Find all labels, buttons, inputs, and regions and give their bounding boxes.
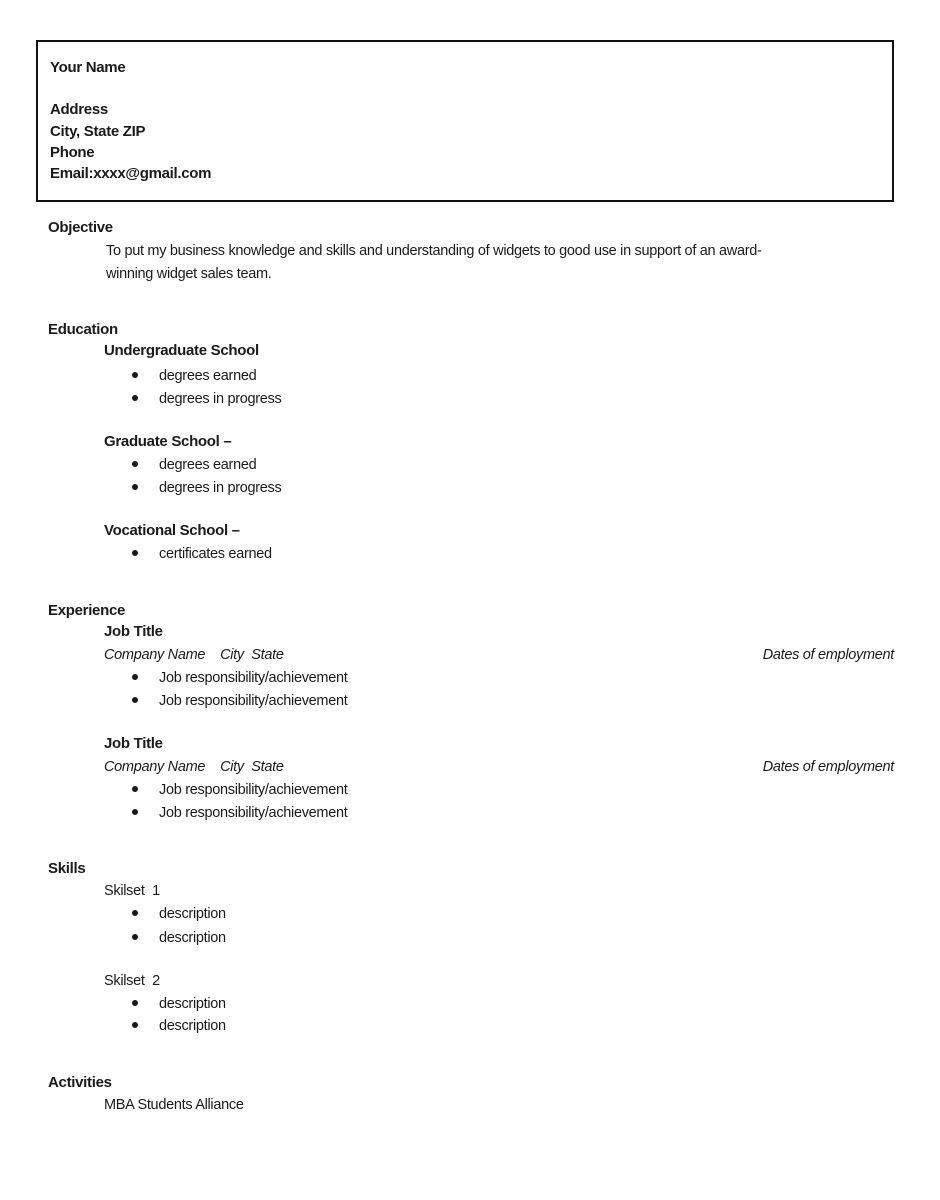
job-company-2: Company Name City State <box>104 759 284 775</box>
list-item: description <box>132 904 226 924</box>
bullet-icon <box>132 484 138 490</box>
job-title-2: Job Title <box>104 735 163 752</box>
activity-item: MBA Students Alliance <box>104 1097 244 1113</box>
list-item: degrees earned <box>132 455 256 475</box>
contact-name: Your Name <box>50 59 126 76</box>
bullet-icon <box>132 786 138 792</box>
contact-email: Email:xxxx@gmail.com <box>50 165 212 182</box>
graduate-school: Graduate School – <box>104 433 232 450</box>
experience-title: Experience <box>48 602 126 619</box>
contact-address: Address <box>50 101 108 118</box>
list-item: degrees earned <box>132 366 256 386</box>
education-title: Education <box>48 321 118 338</box>
contact-header-box <box>36 40 894 202</box>
list-item: description <box>132 928 226 948</box>
bullet-icon <box>132 461 138 467</box>
contact-city-state-zip: City, State ZIP <box>50 123 146 140</box>
list-item: description <box>132 1016 226 1036</box>
objective-line-2: winning widget sales team. <box>106 266 272 282</box>
undergraduate-school: Undergraduate School <box>104 342 259 359</box>
skills-title: Skills <box>48 860 86 877</box>
list-item: degrees in progress <box>132 478 281 498</box>
list-item: degrees in progress <box>132 389 281 409</box>
bullet-icon <box>132 697 138 703</box>
list-item: Job responsibility/achievement <box>132 691 347 711</box>
bullet-icon <box>132 934 138 940</box>
job-dates-2: Dates of employment <box>762 759 894 775</box>
contact-phone: Phone <box>50 144 95 161</box>
activities-title: Activities <box>48 1074 112 1091</box>
bullet-icon <box>132 910 138 916</box>
list-item: description <box>132 994 226 1014</box>
bullet-icon <box>132 674 138 680</box>
objective-line-1: To put my business knowledge and skills and understanding of widgets to good use in support of an award- <box>106 243 762 259</box>
list-item: Job responsibility/achievement <box>132 803 347 823</box>
vocational-school: Vocational School – <box>104 522 240 539</box>
list-item: Job responsibility/achievement <box>132 668 347 688</box>
job-dates-1: Dates of employment <box>762 647 894 663</box>
list-item: Job responsibility/achievement <box>132 780 347 800</box>
list-item: certificates earned <box>132 544 272 564</box>
bullet-icon <box>132 395 138 401</box>
bullet-icon <box>132 372 138 378</box>
job-company-1: Company Name City State <box>104 647 284 663</box>
job-title-1: Job Title <box>104 623 163 640</box>
bullet-icon <box>132 809 138 815</box>
skillset-1: Skilset 1 <box>104 883 160 899</box>
bullet-icon <box>132 1022 138 1028</box>
bullet-icon <box>132 550 138 556</box>
objective-title: Objective <box>48 219 113 236</box>
skillset-2: Skilset 2 <box>104 973 160 989</box>
bullet-icon <box>132 1000 138 1006</box>
